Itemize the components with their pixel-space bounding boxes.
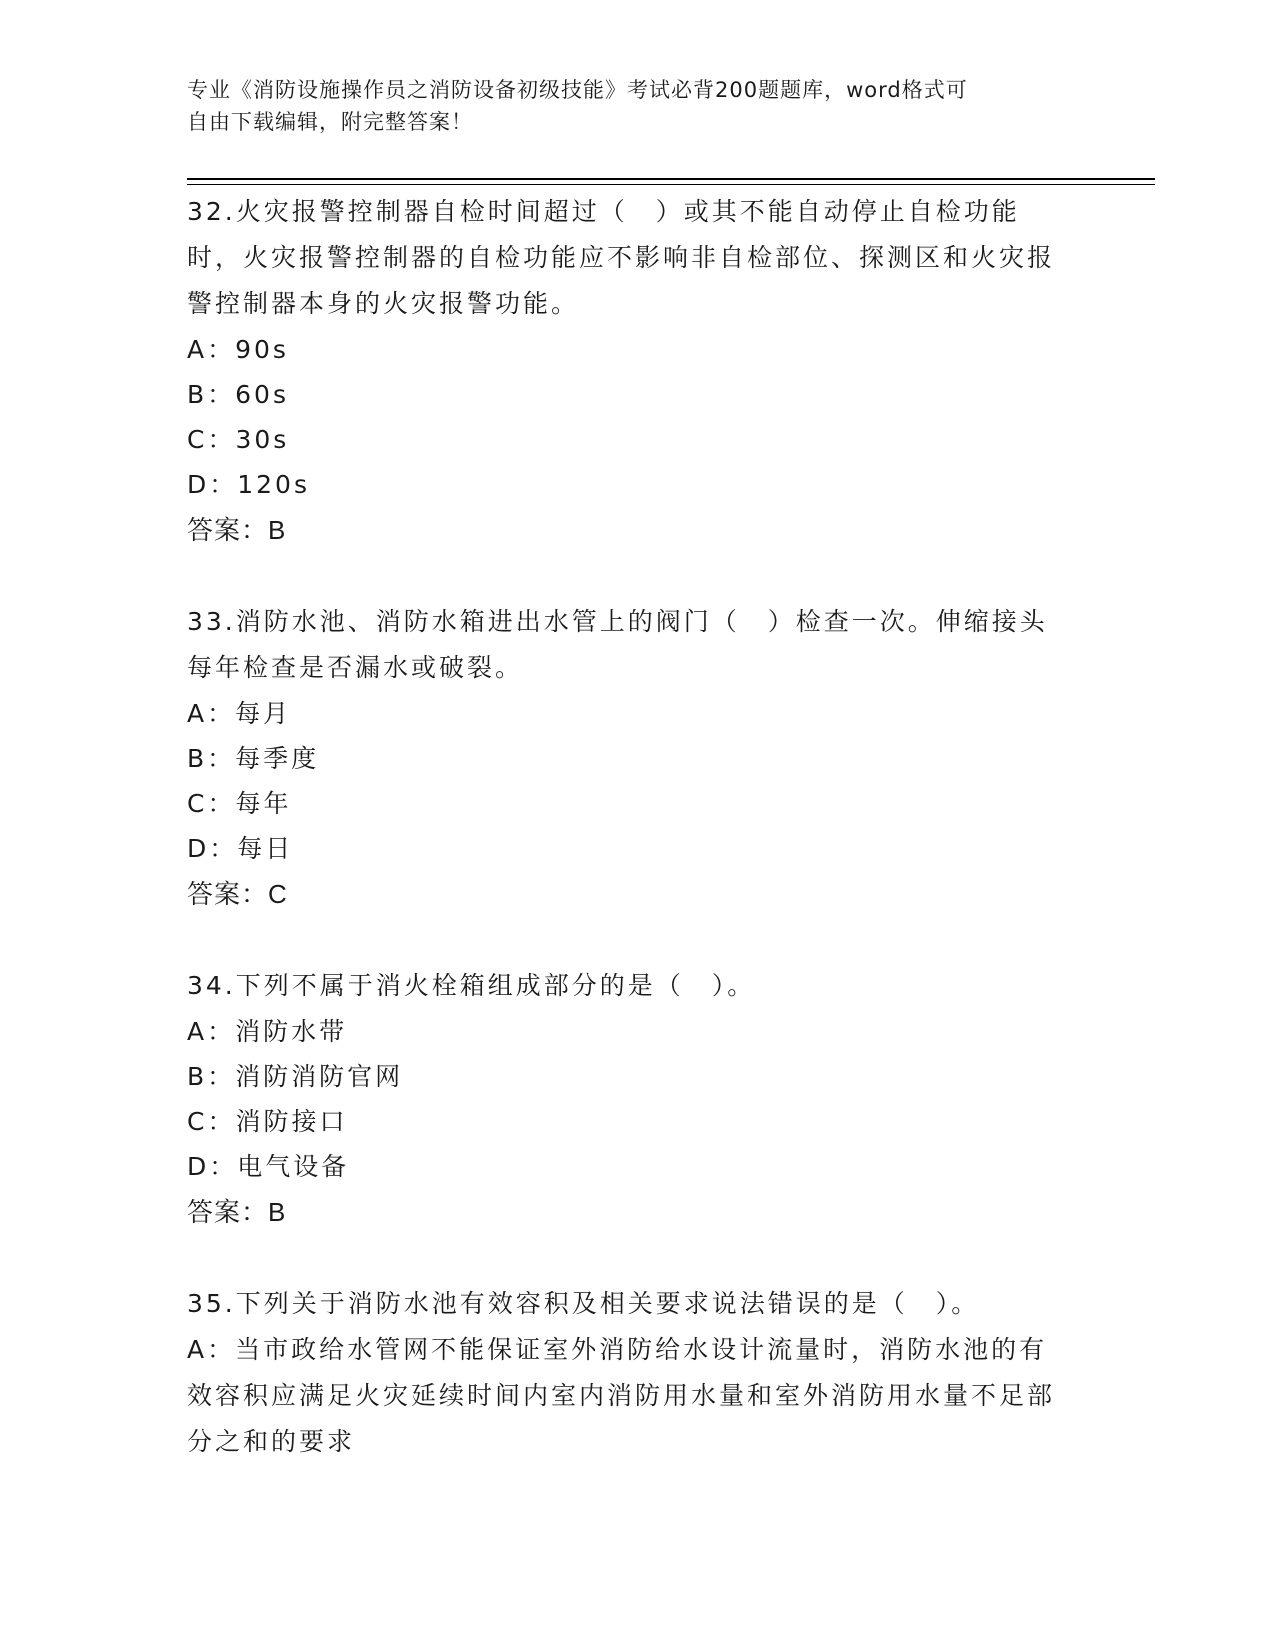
header-line-1: 专业《消防设施操作员之消防设备初级技能》考试必背200题题库，word格式可 <box>187 78 968 102</box>
question-text: 32.火灾报警控制器自检时间超过（ ）或其不能自动停止自检功能时，火灾报警控制器的自检功能应不影响非自检部位、探测区和火灾报警控制器本身的火灾报警功能。 <box>187 197 1056 318</box>
option-c: C：每年 <box>187 789 292 818</box>
header-divider-thick <box>187 178 1155 180</box>
option-a: A：90s <box>187 335 289 364</box>
document-header <box>187 74 1067 138</box>
option-d: D：120s <box>187 470 310 499</box>
option-c: C：消防接口 <box>187 1107 348 1136</box>
option-c: C：30s <box>187 425 290 454</box>
option-b: B：消防消防官网 <box>187 1062 404 1091</box>
header-divider-thin <box>187 184 1155 185</box>
question-35 <box>187 1281 1087 1465</box>
option-b: B：每季度 <box>187 744 320 773</box>
question-text: 34.下列不属于消火栓箱组成部分的是（ ）。 <box>187 971 756 1000</box>
option-a: A：当市政给水管网不能保证室外消防给水设计流量时，消防水池的有效容积应满足火灾延续时间内室内消防用水量和室外消防用水量不足部分之和的要求 <box>187 1335 1056 1456</box>
answer-label: 答案：B <box>187 1197 287 1227</box>
question-32 <box>187 189 1087 553</box>
option-d: D：每日 <box>187 834 294 863</box>
question-33 <box>187 599 1087 917</box>
option-a: A：每月 <box>187 699 292 728</box>
answer-label: 答案：B <box>187 515 287 545</box>
question-text: 33.消防水池、消防水箱进出水管上的阀门（ ）检查一次。伸缩接头每年检查是否漏水或破裂。 <box>187 607 1048 682</box>
option-a: A：消防水带 <box>187 1017 348 1046</box>
question-text: 35.下列关于消防水池有效容积及相关要求说法错误的是（ ）。 <box>187 1289 980 1318</box>
option-d: D：电气设备 <box>187 1152 350 1181</box>
question-list <box>187 189 1087 1511</box>
option-b: B：60s <box>187 380 289 409</box>
header-line-2: 自由下载编辑，附完整答案！ <box>187 110 473 134</box>
answer-label: 答案：C <box>187 879 288 909</box>
question-34 <box>187 963 1087 1235</box>
